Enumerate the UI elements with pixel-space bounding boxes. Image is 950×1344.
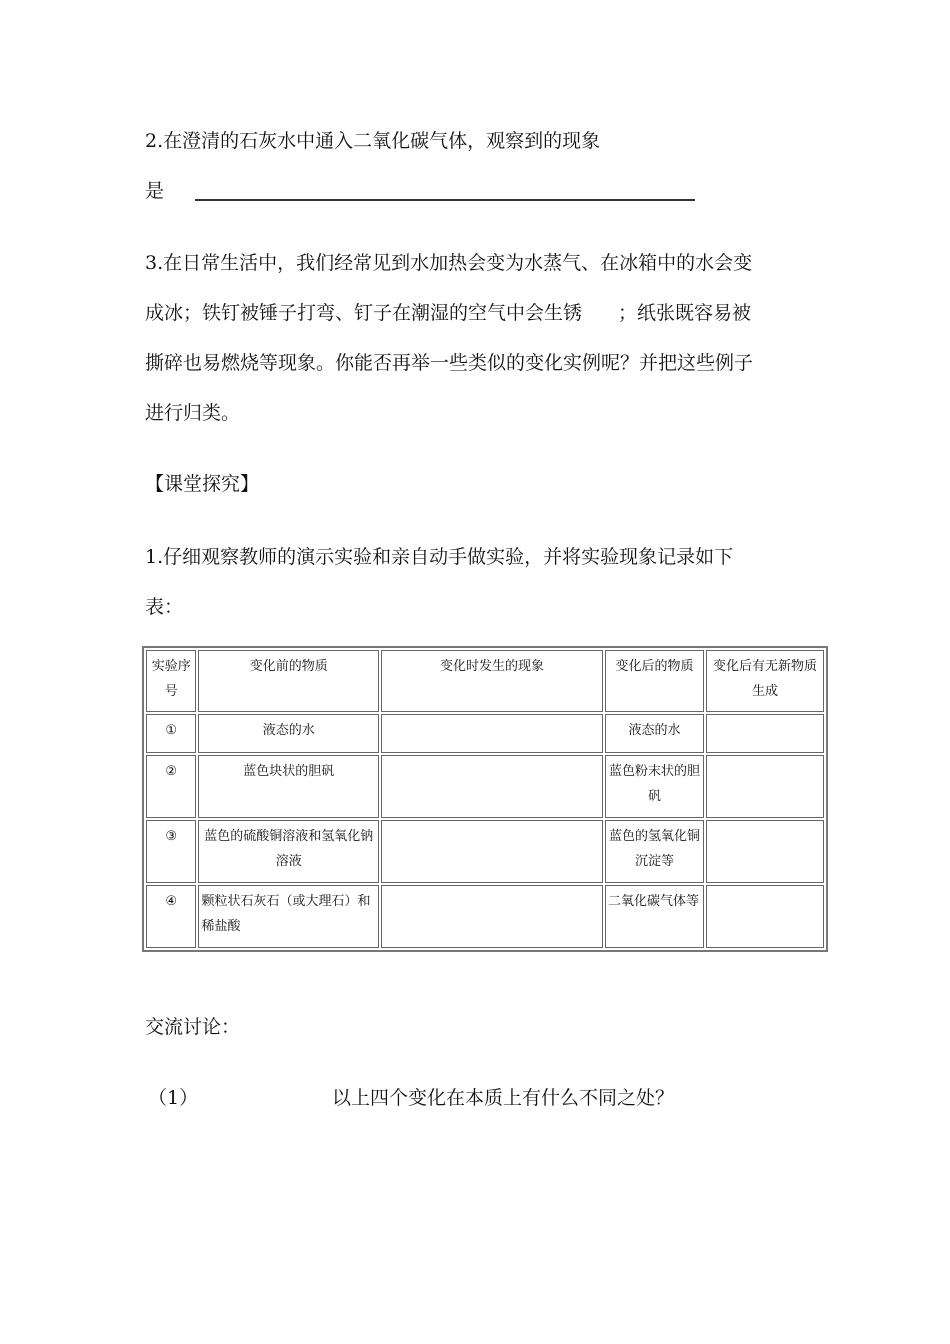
cell-new-substance[interactable] — [706, 755, 824, 818]
discussion-title: 交流讨论： — [145, 1016, 241, 1038]
table-row — [146, 714, 824, 753]
cell-after: 二氧化碳气体等 — [605, 885, 704, 948]
section-title: 【课堂探究】 — [145, 473, 260, 495]
header-cell: 变化时发生的现象 — [381, 650, 603, 712]
cell-no: ② — [146, 755, 196, 818]
q3-line2-part2: ；纸张既容易被 — [618, 302, 752, 324]
header-cell: 变化后的物质 — [605, 650, 704, 712]
cell-phenomenon[interactable] — [381, 714, 603, 753]
q3-line2 — [145, 298, 751, 325]
cell-no: ① — [146, 714, 196, 753]
table-row — [146, 885, 824, 948]
task1-line2: 表： — [145, 596, 184, 618]
cell-new-substance[interactable] — [706, 885, 824, 948]
cell-phenomenon[interactable] — [381, 885, 603, 948]
header-cell: 实验序号 — [146, 650, 196, 712]
cell-phenomenon[interactable] — [381, 820, 603, 883]
q3-line2-part1: 成冰；铁钉被锤子打弯、钉子在潮湿的空气中会生锈 — [145, 302, 583, 324]
task1-line1: 1.仔细观察教师的演示实验和亲自动手做实验，并将实验现象记录如下 — [145, 546, 734, 568]
experiment-table — [142, 646, 828, 952]
q2-answer-blank — [195, 199, 695, 201]
table-header-row — [146, 650, 824, 712]
discussion-item-number: （1） — [148, 1087, 199, 1109]
cell-new-substance[interactable] — [706, 714, 824, 753]
cell-before: 蓝色的硫酸铜溶液和氢氧化钠溶液 — [198, 820, 379, 883]
cell-after: 液态的水 — [605, 714, 704, 753]
cell-before: 液态的水 — [198, 714, 379, 753]
table-row — [146, 755, 824, 818]
cell-phenomenon[interactable] — [381, 755, 603, 818]
header-cell: 变化前的物质 — [198, 650, 379, 712]
cell-before: 颗粒状石灰石（或大理石）和稀盐酸 — [198, 885, 379, 948]
cell-no: ④ — [146, 885, 196, 948]
q3-line3: 撕碎也易燃烧等现象。你能否再举一些类似的变化实例呢？并把这些例子 — [145, 352, 754, 374]
q3-line4: 进行归类。 — [145, 402, 241, 424]
cell-after: 蓝色粉末状的胆矾 — [605, 755, 704, 818]
q2-line1: 2.在澄清的石灰水中通入二氧化碳气体，观察到的现象 — [145, 130, 601, 152]
cell-new-substance[interactable] — [706, 820, 824, 883]
table-row — [146, 820, 824, 883]
cell-no: ③ — [146, 820, 196, 883]
q3-line1: 3.在日常生活中，我们经常见到水加热会变为水蒸气、在冰箱中的水会变 — [145, 252, 753, 274]
cell-before: 蓝色块状的胆矾 — [198, 755, 379, 818]
header-cell: 变化后有无新物质生成 — [706, 650, 824, 712]
discussion-item-question: 以上四个变化在本质上有什么不同之处？ — [332, 1087, 675, 1109]
q2-line2: 是 — [145, 180, 165, 202]
cell-after: 蓝色的氢氧化铜沉淀等 — [605, 820, 704, 883]
